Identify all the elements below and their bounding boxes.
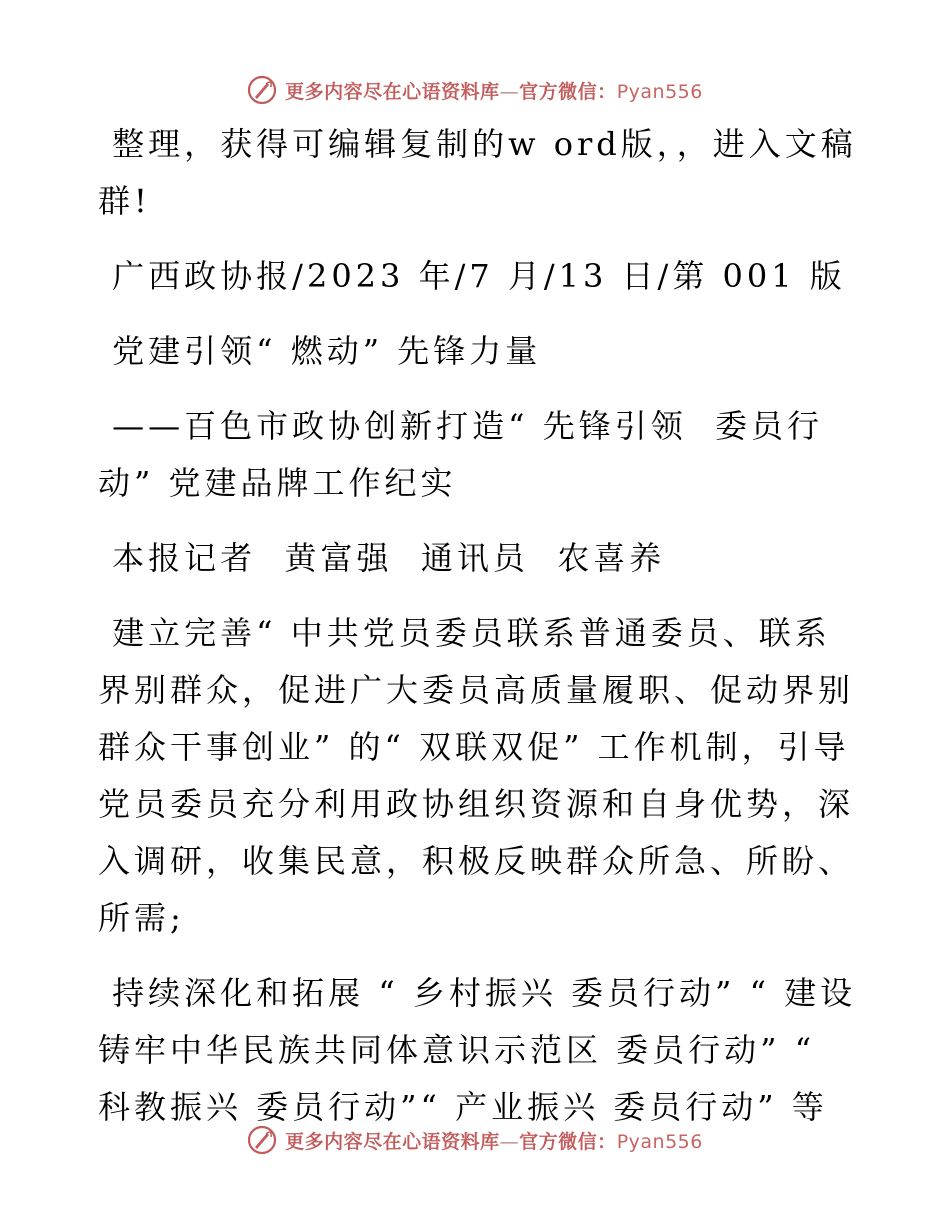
article-subtitle: ——百色市政协创新打造“ 先锋引领 委员行动” 党建品牌工作纪实 xyxy=(98,407,824,502)
watermark-contact-label: 官方微信： xyxy=(519,80,617,103)
body-paragraph: 持续深化和拓展 “ 乡村振兴 委员行动” “ 建设铸牢中华民族共同体意识示范区 委员行动” “ 科教振兴 委员行动”“ 产业振兴 委员行动” 等 xyxy=(98,974,857,1126)
watermark-contact-id: Pyan556 xyxy=(616,1130,703,1153)
watermark-brand: 更多内容尽在心语资料库 xyxy=(285,80,500,103)
source-line: 广西政协报/2023 年/7 月/13 日/第 001 版 xyxy=(98,257,846,295)
document-body xyxy=(98,116,858,1154)
header-watermark xyxy=(0,70,950,110)
watermark-text xyxy=(285,1127,703,1154)
article-title: 党建引领“ 燃动” 先锋力量 xyxy=(98,332,542,370)
footer-watermark xyxy=(0,1120,950,1160)
watermark-brand: 更多内容尽在心语资料库 xyxy=(285,1130,500,1153)
watermark-contact-id: Pyan556 xyxy=(616,80,703,103)
byline: 本报记者 黄富强 通讯员 农喜养 xyxy=(98,539,666,577)
body-paragraph: 建立完善“ 中共党员委员联系普通委员、联系界别群众，促进广大委员高质量履职、促动界别群众干事创业” 的“ 双联双促” 工作机制，引导党员委员充分利用政协组织资源和自身优势，深入调研，收集民意，积极反映群众所急、所盼、所需; xyxy=(98,614,855,937)
intro-paragraph: 整理，获得可编辑复制的w ord版，，进入文稿群! xyxy=(98,125,857,220)
watermark-contact-label: 官方微信： xyxy=(519,1130,617,1153)
watermark-text xyxy=(285,77,703,104)
watermark-separator: — xyxy=(499,80,520,103)
quill-logo-icon xyxy=(247,75,277,105)
watermark-separator: — xyxy=(499,1130,520,1153)
quill-logo-icon xyxy=(247,1125,277,1155)
